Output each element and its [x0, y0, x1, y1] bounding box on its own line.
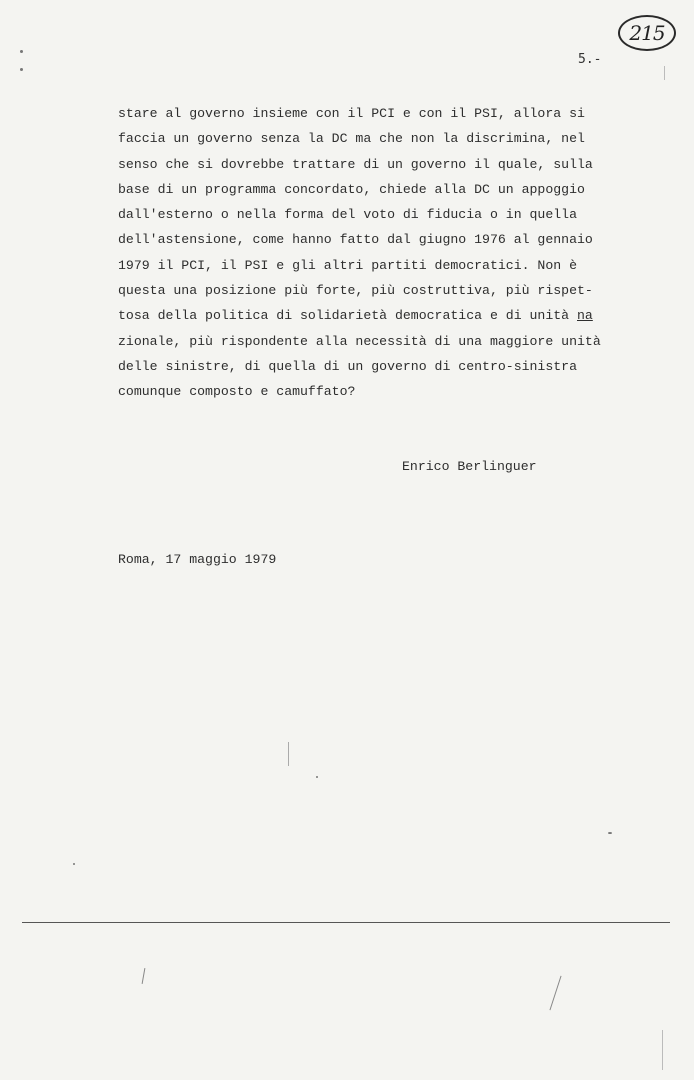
scan-speck — [316, 776, 318, 778]
date-line: Roma, 17 maggio 1979 — [118, 552, 277, 567]
body-line: zionale, più rispondente alla necessità di una maggiore unità — [118, 333, 601, 349]
margin-mark — [664, 66, 665, 80]
body-line — [118, 303, 658, 328]
scan-scratch — [142, 968, 146, 984]
body-line: base di un programma concordato, chiede alla DC un appoggio — [118, 181, 585, 197]
archive-stamp-number: 215 — [629, 21, 665, 45]
body-line: questa una posizione più forte, più costruttiva, più rispet- — [118, 283, 593, 299]
body-line: delle sinistre, di quella di un governo di centro-sinistra — [118, 358, 577, 374]
body-line: faccia un governo senza la DC ma che non la discrimina, nel — [118, 131, 585, 147]
scan-speck — [608, 832, 612, 834]
body-line-text: tosa della politica di solidarietà democratica e di unità — [118, 308, 577, 324]
body-line: stare al governo insieme con il PCI e con il PSI, allora si — [118, 106, 585, 121]
scan-scratch — [549, 976, 561, 1011]
scan-speck — [20, 68, 23, 71]
body-line: comunque composto e camuffato? — [118, 384, 356, 400]
body-paragraph — [118, 101, 658, 405]
margin-mark — [662, 1030, 663, 1070]
scan-speck — [73, 863, 75, 865]
body-line: dell'astensione, come hanno fatto dal giugno 1976 al gennaio — [118, 232, 593, 248]
scan-speck — [20, 50, 23, 53]
signature-name: Enrico Berlinguer — [402, 459, 537, 474]
body-line: 1979 il PCI, il PSI e gli altri partiti democratici. Non è — [118, 257, 577, 273]
page-number: 5.- — [578, 52, 602, 67]
horizontal-rule — [22, 922, 670, 923]
body-line: senso che si dovrebbe trattare di un governo il quale, sulla — [118, 156, 593, 172]
archive-stamp — [618, 15, 676, 51]
body-line: dall'esterno o nella forma del voto di fiducia o in quella — [118, 207, 577, 223]
underlined-syllable: na — [577, 308, 593, 324]
scan-scratch — [288, 742, 289, 766]
